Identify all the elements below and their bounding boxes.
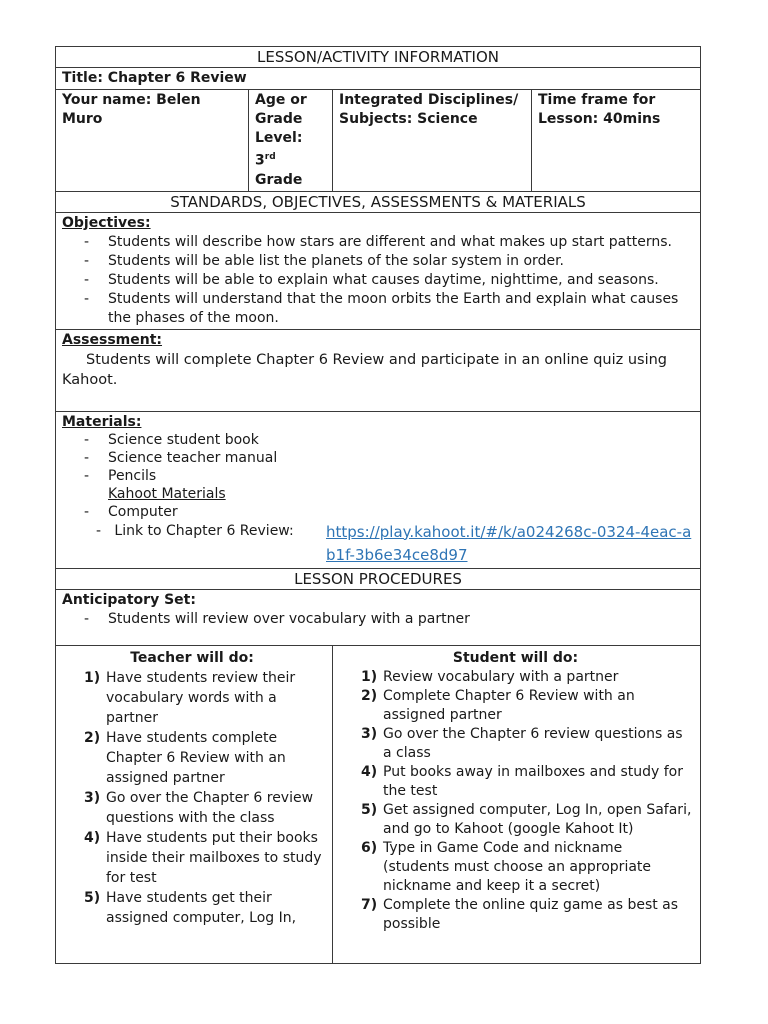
lesson-title: Title: Chapter 6 Review bbox=[56, 68, 701, 90]
list-item: - Students will be able list the planets of the solar system in order. bbox=[84, 252, 694, 271]
student-column bbox=[333, 645, 701, 963]
assessment-cell bbox=[56, 329, 701, 411]
grade-level: Age or Grade Level: 3rd Grade bbox=[249, 90, 333, 192]
assessment-text: Students will complete Chapter 6 Review and participate in an online quiz using Kahoot. bbox=[62, 351, 668, 388]
list-item: - Students will review over vocabulary with a partner bbox=[84, 610, 694, 629]
materials-label: Materials: bbox=[62, 413, 142, 430]
teacher-name: Your name: Belen Muro bbox=[56, 90, 249, 192]
objectives-list bbox=[62, 233, 694, 328]
teacher-steps bbox=[62, 668, 322, 928]
list-item: - Science teacher manual bbox=[84, 449, 694, 467]
teacher-column bbox=[56, 645, 333, 963]
list-item: - Science student book bbox=[84, 431, 694, 449]
list-item: - Students will describe how stars are different and what makes up start patterns. bbox=[84, 233, 694, 252]
section-header-standards: STANDARDS, OBJECTIVES, ASSESSMENTS & MATERIALS bbox=[56, 191, 701, 212]
list-item: 1) Review vocabulary with a partner bbox=[361, 668, 619, 685]
teacher-heading: Teacher will do: bbox=[130, 649, 254, 666]
list-item: 6) Type in Game Code and nickname (students must choose an appropriate nickname and keep it a secret) bbox=[361, 839, 652, 894]
anticipatory-set-cell bbox=[56, 589, 701, 645]
link-label: Link to Chapter 6 Review: bbox=[114, 522, 294, 539]
objectives-cell bbox=[56, 212, 701, 329]
student-steps bbox=[339, 668, 692, 934]
list-item: 3) Go over the Chapter 6 review questions as a class bbox=[361, 725, 683, 761]
integrated-disciplines: Integrated Disciplines/Subjects: Science bbox=[333, 90, 532, 192]
assessment-label: Assessment: bbox=[62, 331, 163, 348]
list-item: 1) Have students review their vocabulary words with a partner bbox=[84, 669, 296, 726]
lesson-plan-table bbox=[55, 46, 701, 964]
anticipatory-list bbox=[62, 610, 694, 629]
kahoot-link[interactable]: https://play.kahoot.it/#/k/a024268c-0324-4eac-ab1f-3b6e34ce8d97 bbox=[326, 522, 692, 564]
list-item: 2) Complete Chapter 6 Review with an assigned partner bbox=[361, 687, 635, 723]
list-item: - Students will be able to explain what causes daytime, nighttime, and seasons. bbox=[84, 271, 694, 290]
list-item: 7) Complete the online quiz game as best as possible bbox=[361, 896, 679, 932]
list-item: 4) Have students put their books inside their mailboxes to study for test bbox=[84, 829, 322, 886]
list-item: 3) Go over the Chapter 6 review questions with the class bbox=[84, 789, 314, 826]
objectives-label: Objectives: bbox=[62, 214, 151, 231]
section-header-procedures: LESSON PROCEDURES bbox=[56, 568, 701, 589]
materials-list-computer bbox=[62, 503, 694, 521]
section-header-lesson-info: LESSON/ACTIVITY INFORMATION bbox=[56, 47, 701, 68]
list-item: 5) Have students get their assigned computer, Log In, bbox=[84, 889, 297, 926]
kahoot-materials-label: Kahoot Materials bbox=[108, 485, 226, 502]
list-item: - Students will understand that the moon orbits the Earth and explain what causes the phases of the moon. bbox=[84, 290, 694, 328]
student-heading: Student will do: bbox=[452, 649, 579, 666]
lesson-plan-document bbox=[55, 46, 700, 964]
list-item: - Computer bbox=[84, 503, 694, 521]
list-item: 2) Have students complete Chapter 6 Review with an assigned partner bbox=[84, 729, 286, 786]
anticipatory-label: Anticipatory Set: bbox=[62, 591, 196, 608]
list-item: 4) Put books away in mailboxes and study for the test bbox=[361, 763, 683, 799]
materials-cell bbox=[56, 411, 701, 568]
list-item: - Pencils bbox=[84, 467, 694, 485]
time-frame: Time frame for Lesson: 40mins bbox=[532, 90, 701, 192]
kahoot-link-row: - Link to Chapter 6 Review: bbox=[96, 522, 294, 539]
list-item: 5) Get assigned computer, Log In, open Safari, and go to Kahoot (google Kahoot It) bbox=[361, 801, 692, 837]
materials-list bbox=[62, 431, 694, 485]
